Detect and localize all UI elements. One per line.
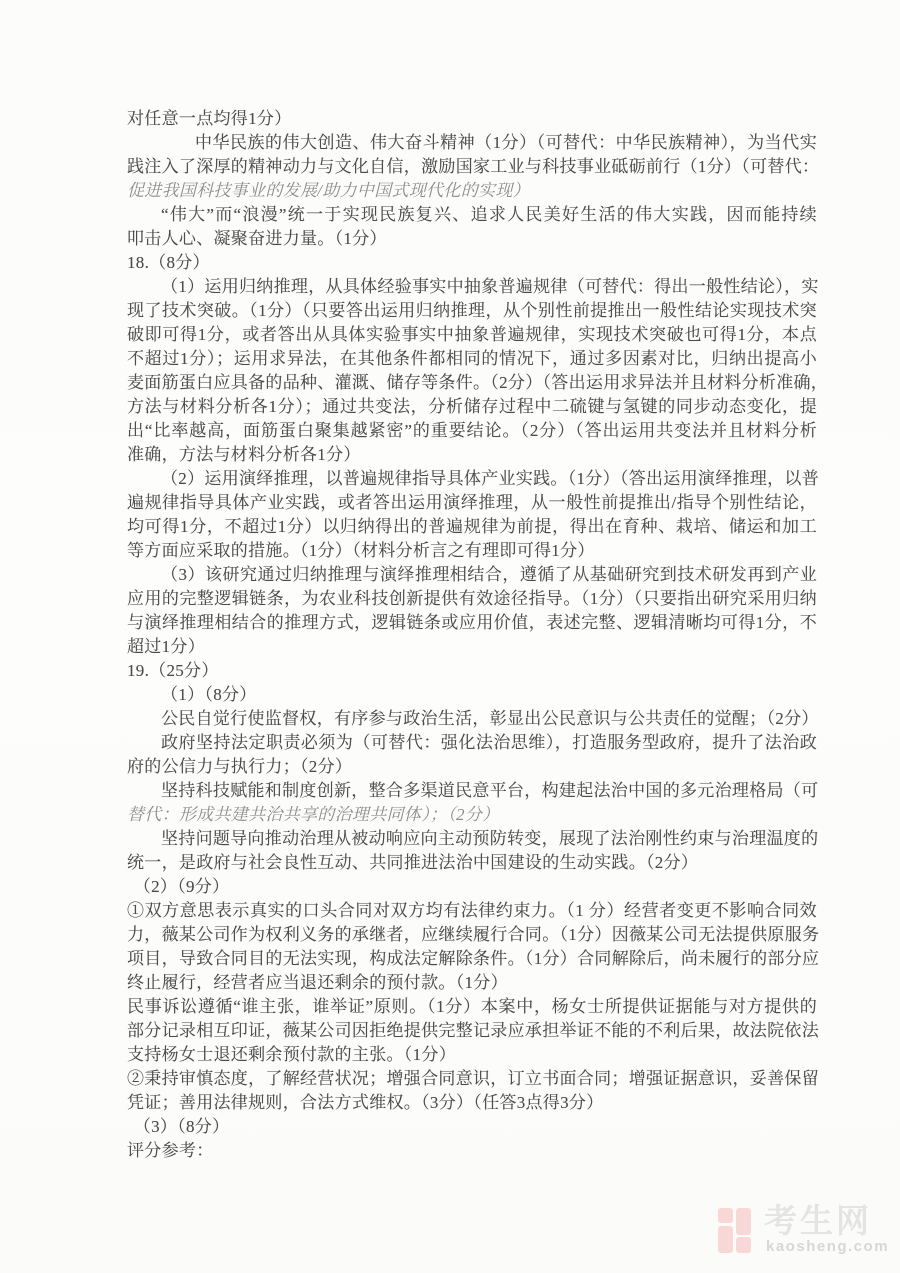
text-line: 终止履行，经营者应当退还剩余的预付款。（1分） (127, 973, 508, 992)
text-line: （3）（8分） (133, 1117, 230, 1136)
text-line: 准确，方法与材料分析各1分） (127, 445, 361, 464)
text-line: 出“比率越高，面筋蛋白聚集越紧密”的重要结论。（2分）（答出运用共变法并且材料分析 (127, 421, 817, 440)
text-line: 统一，是政府与社会良性互动、共同推进法治中国建设的生动实践。（2分） (127, 853, 699, 872)
text-line: 对任意一点均得1分） (127, 109, 292, 128)
text-line: 麦面筋蛋白应具备的品种、灌溉、储存等条件。（2分）（答出运用求异法并且材料分析准确， (127, 373, 829, 392)
text-line: 应用的完整逻辑链条，为农业科技创新提供有效途径指导。（1分）（只要指出研究采用归纳 (127, 589, 817, 608)
text-line: 评分参考： (127, 1141, 214, 1160)
text-line: 超过1分） (127, 637, 205, 656)
text-line: 践注入了深厚的精神动力与文化自信，激励国家工业与科技事业砥砺前行（1分）（可替代： (127, 157, 820, 176)
text-line: 部分记录相互印证，薇某公司因拒绝提供完整记录应承担举证不能的不利后果，故法院依法 (127, 1021, 819, 1040)
text-line: 坚持问题导向推动治理从被动响应向主动预防转变，展现了法治刚性约束与治理温度的 (161, 829, 819, 848)
text-line: 力，薇某公司作为权利义务的承继者，应继续履行合同。（1分）因薇某公司无法提供原服务 (127, 925, 820, 944)
text-line: 均可得1分，不超过1分）以归纳得出的普遍规律为前提，得出在育种、栽培、储运和加工 (127, 517, 817, 536)
text-line: 坚持科技赋能和制度创新，整合多渠道民意平台，构建起法治中国的多元治理格局（可 (161, 781, 819, 800)
text-line: 府的公信力与执行力；（2分） (127, 757, 353, 776)
text-line: （2）（9分） (133, 877, 230, 896)
text-line: 政府坚持法定职责必须为（可替代：强化法治思维），打造服务型政府，提升了法治政 (161, 733, 817, 752)
logo-block (718, 1208, 733, 1223)
text-line: 现了技术突破。（1分）（只要答出运用归纳推理，从个别性前提推出一般性结论实现技术突 (127, 301, 817, 320)
kaosheng-watermark (716, 1202, 890, 1257)
text-line: （2）运用演绎推理，以普遍规律指导具体产业实践。（1分）（答出运用演绎推理，以普 (161, 469, 819, 488)
text-line: （1）（8分） (161, 685, 257, 704)
logo-block (736, 1208, 751, 1235)
text-line: 项目，导致合同目的无法实现，构成法定解除条件。（1分）合同解除后，尚未履行的部分应 (127, 949, 820, 968)
kaosheng-logo-icon (716, 1207, 752, 1254)
watermark-brand-en: kaosheng.com (766, 1238, 890, 1255)
watermark-brand-cn: 考生网 (764, 1202, 872, 1239)
text-line: 公民自觉行使监督权，有序参与政治生活，彰显出公民意识与公共责任的觉醒；（2分） (161, 709, 819, 728)
text-line: （1）运用归纳推理，从具体经验事实中抽象普遍规律（可替代：得出一般性结论），实 (161, 277, 819, 296)
text-line: （3）该研究通过归纳推理与演绎推理相结合，遵循了从基础研究到技术研发再到产业 (161, 565, 817, 584)
text-line: 方法与材料分析各1分）；通过共变法，分析储存过程中二硫键与氢键的同步动态变化，提 (127, 397, 817, 416)
text-line: 凭证；善用法律规则，合法方式维权。（3分）（任答3点得3分） (127, 1093, 604, 1112)
text-line: 破即可得1分，或者答出从具体实验事实中抽象普遍规律，实现技术突破也可得1分，本点 (127, 325, 817, 344)
text-line: 等方面应采取的措施。（1分）（材料分析言之有理即可得1分） (127, 541, 595, 560)
text-line: 18.（8分） (127, 253, 210, 272)
text-line: 19.（25分） (127, 661, 219, 680)
text-line: 替代：形成共建共治共享的治理共同体）；（2分） (127, 805, 500, 824)
text-line: “伟大”而“浪漫”统一于实现民族复兴、追求人民美好生活的伟大实践，因而能持续 (161, 205, 817, 224)
text-line: 叩击人心、凝聚奋进力量。（1分） (127, 229, 387, 248)
text-line: 民事诉讼遵循“谁主张，谁举证”原则。（1分）本案中，杨女士所提供证据能与对方提供的 (127, 997, 817, 1016)
text-line: 遍规律指导具体产业实践，或者答出运用演绎推理，从一般性前提推出/指导个别性结论， (127, 493, 817, 512)
text-line: ①双方意思表示真实的口头合同对双方均有法律约束力。（1 分）经营者变更不影响合同效 (127, 901, 817, 920)
text-line: 不超过1分）；运用求异法，在其他条件都相同的情况下，通过多因素对比，归纳出提高小 (127, 349, 817, 368)
answer-key-text (127, 107, 829, 1163)
text-line: 促进我国科技事业的发展/助力中国式现代化的实现） (127, 181, 530, 200)
logo-block (718, 1226, 733, 1253)
text-line: 支持杨女士退还剩余预付款的主张。（1分） (127, 1045, 456, 1064)
text-line: ②秉持审慎态度，了解经营状况；增强合同意识，订立书面合同；增强证据意识，妥善保留 (127, 1069, 819, 1088)
text-line: 与演绎推理相结合的推理方式，逻辑链条或应用价值，表述完整、逻辑清晰均可得1分，不 (127, 613, 817, 632)
logo-block (736, 1237, 751, 1253)
text-line: 中华民族的伟大创造、伟大奋斗精神（1分）（可替代：中华民族精神），为当代实 (195, 133, 817, 152)
